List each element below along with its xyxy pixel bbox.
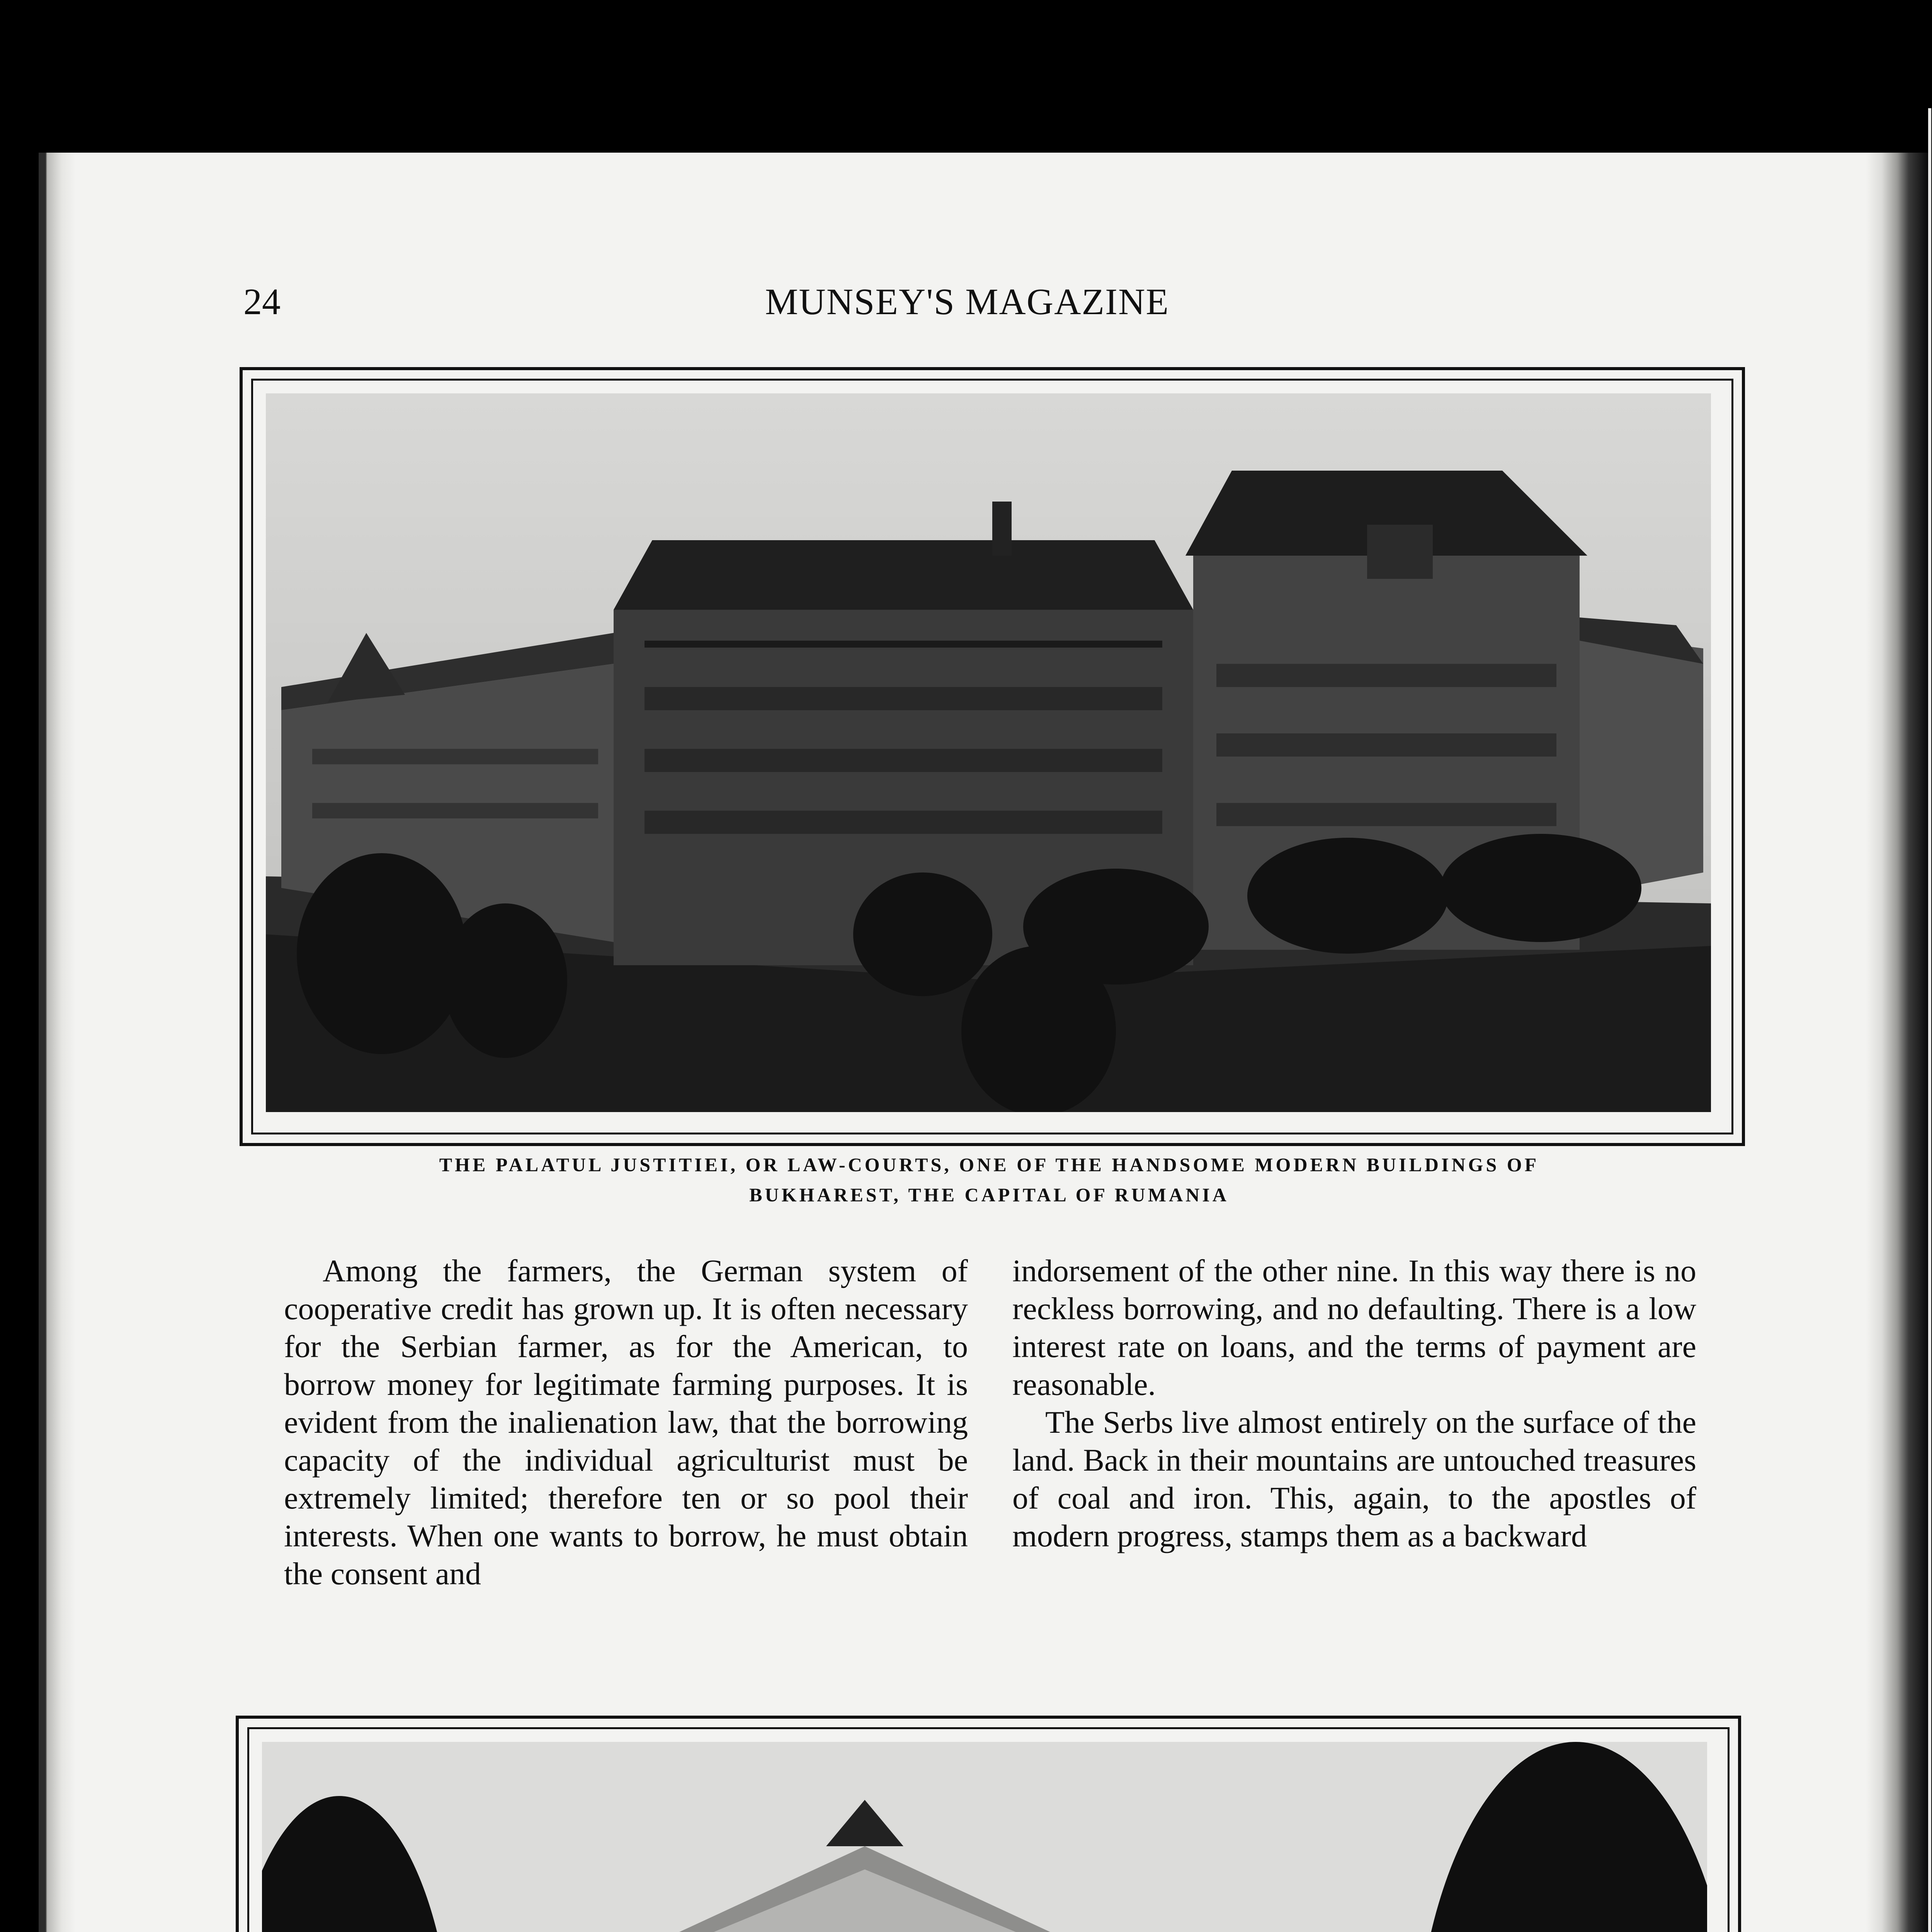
magazine-title: MUNSEY'S MAGAZINE <box>765 281 1169 322</box>
law-courts-photo <box>266 393 1711 1112</box>
article-left-column <box>284 1252 968 1593</box>
law-courts-caption <box>240 1150 1739 1210</box>
law-courts-caption-line-1: THE PALATUL JUSTITIEI, OR LAW-COURTS, ONE OF THE HANDSOME MODERN BUILDINGS OF <box>439 1154 1539 1175</box>
article-paragraph: indorsement of the other nine. In this way there is no reckless borrowing, and no defaulting. There is a low interest rate on loans, and the terms of payment are reasonable. <box>1012 1253 1696 1402</box>
page-number: 24 <box>243 281 281 322</box>
page-binding-left <box>39 153 75 1932</box>
law-courts-photo-plate <box>240 367 1745 1146</box>
university-photo-plate <box>236 1716 1741 1932</box>
article-paragraph: The Serbs live almost entirely on the surface of the land. Back in their mountains are untouched treasures of coal and iron. This, again, to the apostles of modern progress, stamps them as a backward <box>1012 1405 1696 1553</box>
law-courts-caption-line-2: BUKHAREST, THE CAPITAL OF RUMANIA <box>749 1184 1229 1206</box>
page-gutter-right <box>1866 153 1928 1932</box>
article-paragraph: Among the farmers, the German system of cooperative credit has grown up. It is often necessary for the Serbian farmer, as for the American, to borrow money for legitimate farming purposes. It is evident from the inalienation law, that the borrowing capacity of the individual agriculturist must be extremely limited; therefore ten or so pool their interests. When one wants to borrow, he must obtain the consent and <box>284 1253 968 1591</box>
university-photo <box>262 1742 1707 1932</box>
facing-page-edge <box>1928 108 1932 1932</box>
article-right-column <box>1012 1252 1696 1555</box>
